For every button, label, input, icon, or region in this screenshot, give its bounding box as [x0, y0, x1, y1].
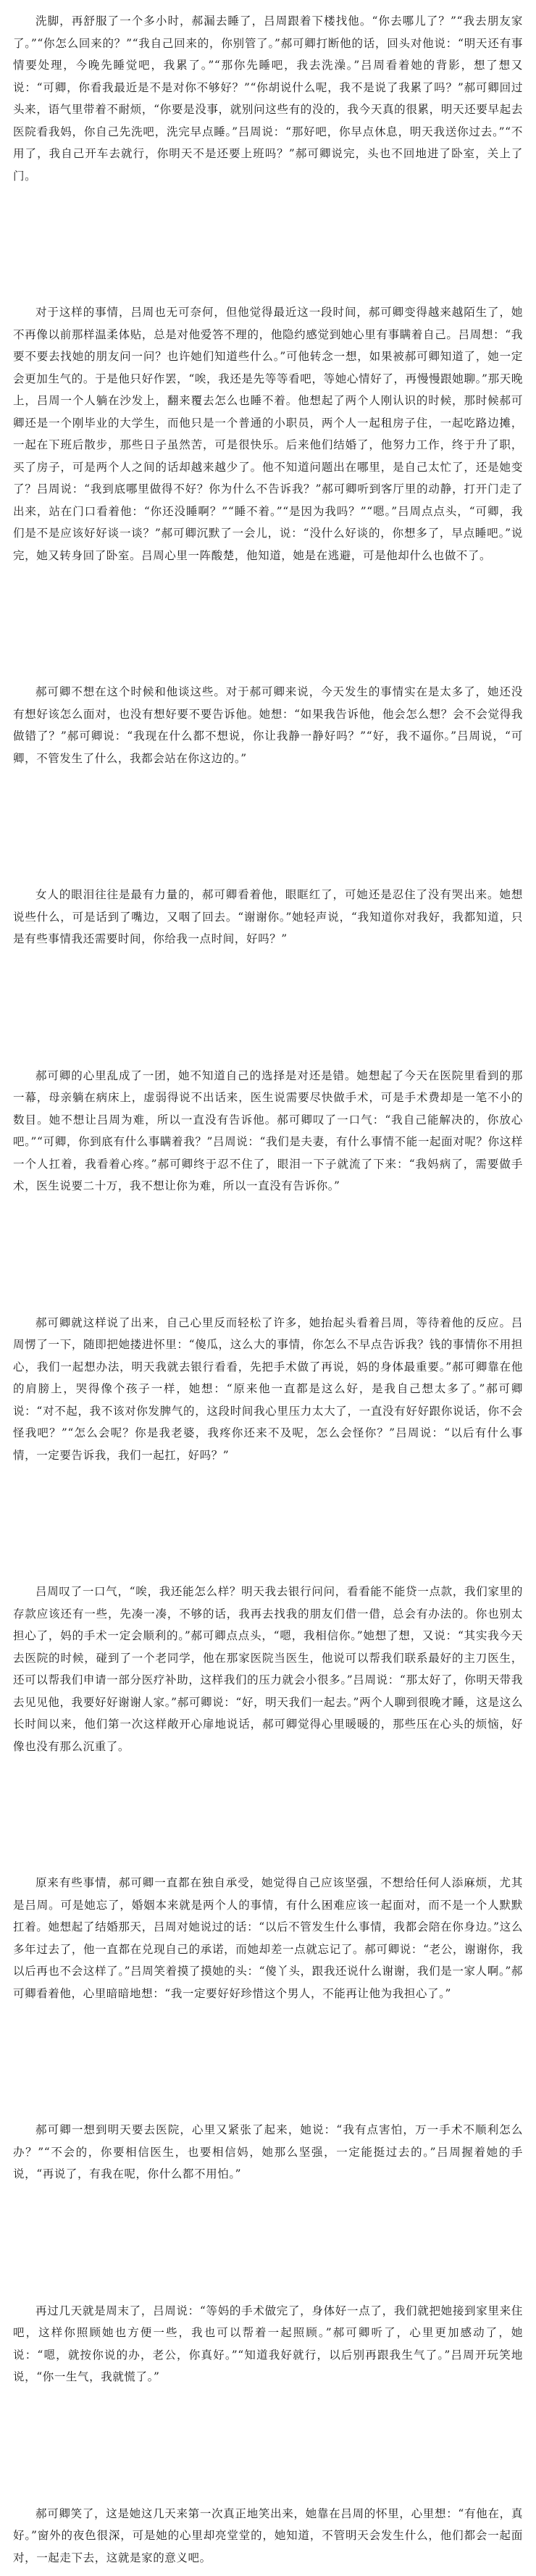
- paragraph-2: 对于这样的事情，吕周也无可奈何，但他觉得最近这一段时间，郝可卿变得越来越陌生了，她不再像以前那样温柔体贴，总是对他爱答不理的，他隐约感觉到她心里有事瞒着自己。吕周想：“我要不要去找她的朋友问一问？也许她们知道些什么。”可他转念一想，如果被郝可卿知道了，她一定会更加生气的。于是他只好作罢，“唉，我还是先等等看吧，等她心情好了，再慢慢跟她聊。”那天晚上，吕周一个人躺在沙发上，翻来覆去怎么也睡不着。他想起了两个人刚认识的时候，那时候郝可卿还是一个刚毕业的大学生，而他只是一个普通的小职员，两个人一起租房子住，一起吃路边摊，一起在下班后散步，那些日子虽然苦，可是很快乐。后来他们结婚了，他努力工作，终于升了职，买了房子，可是两个人之间的话却越来越少了。他不知道问题出在哪里，是自己太忙了，还是她变了？吕周说：“我到底哪里做得不好？你为什么不告诉我？”郝可卿听到客厅里的动静，打开门走了出来，站在门口看着他：“你还没睡啊？”“睡不着。”“是因为我吗？”“嗯。”吕周点点头，“可卿，我们是不是应该好好谈一谈？”郝可卿沉默了一会儿，说：“没什么好谈的，你想多了，早点睡吧。”说完，她又转身回了卧室。吕周心里一阵酸楚，他知道，她是在逃避，可是他却什么也做不了。: [13, 306, 523, 562]
- paragraph-4: 女人的眼泪往往是最有力量的，郝可卿看着他，眼眶红了，可她还是忍住了没有哭出来。她想说些什么，可是话到了嘴边，又咽了回去。“谢谢你。”她轻声说，“我知道你对我好，我都知道，只是有些事情我还需要时间，你给我一点时间，好吗？”: [13, 888, 523, 945]
- paragraph-9: 郝可卿一想到明天要去医院，心里又紧张了起来，她说：“我有点害怕，万一手术不顺利怎么办？”“不会的，你要相信医生，也要相信妈，她那么坚强，一定能挺过去的。”吕周握着她的手说，“再说了，有我在呢，你什么都不用怕。”: [13, 2123, 523, 2180]
- paragraph-8: 原来有些事情，郝可卿一直都在独自承受，她觉得自己应该坚强，不想给任何人添麻烦，尤其是吕周。可是她忘了，婚姻本来就是两个人的事情，有什么困难应该一起面对，而不是一个人默默扛着。她想起了结婚那天，吕周对她说过的话：“以后不管发生什么事情，我都会陪在你身边。”这么多年过去了，他一直都在兑现自己的承诺，而她却差一点就忘记了。郝可卿说：“老公，谢谢你，我以后再也不会这样了。”吕周笑着摸了摸她的头：“傻丫头，跟我还说什么谢谢，我们是一家人啊。”郝可卿看着他，心里暗暗地想：“我一定要好好珍惜这个男人，不能再让他为我担心了。”: [13, 1876, 523, 2000]
- paragraph-1: 洗脚，再舒服了一个多小时，郝漏去睡了，吕周跟着下楼找他。“你去哪儿了？”“我去朋友家了。”“你怎么回来的？”“我自己回来的，你别管了。”郝可卿打断他的话，回头对他说：“明天还有事情要处理，今晚先睡觉吧，我累了。”“那你先睡吧，我去洗澡。”吕周看着她的背影，想了想又说：“可卿，你看我最近是不是对你不够好？”“你胡说什么呢，我不是说了我累了吗？”郝可卿回过头来，语气里带着不耐烦，“你要是没事，就别问这些有的没的，我今天真的很累，明天还要早起去医院看我妈，你自己先洗吧，洗完早点睡。”吕周说：“那好吧，你早点休息，明天我送你过去。”“不用了，我自己开车去就行，你明天不是还要上班吗？”郝可卿说完，头也不回地进了卧室，关上了门。: [13, 14, 523, 183]
- paragraph-5: 郝可卿的心里乱成了一团，她不知道自己的选择是对还是错。她想起了今天在医院里看到的那一幕，母亲躺在病床上，虚弱得说不出话来，医生说需要尽快做手术，可是手术费却是一笔不小的数目。她不想让吕周为难，所以一直没有告诉他。郝可卿叹了一口气：“我自己能解决的，你放心吧。”“可卿，你到底有什么事瞒着我？”吕周说：“我们是夫妻，有什么事情不能一起面对呢？你这样一个人扛着，我看着心疼。”郝可卿终于忍不住了，眼泪一下子就流了下来：“我妈病了，需要做手术，医生说要二十万，我不想让你为难，所以一直没有告诉你。”: [13, 1069, 523, 1192]
- paragraph-11: 郝可卿笑了，这是她这几天来第一次真正地笑出来，她靠在吕周的怀里，心里想：“有他在，真好。”窗外的夜色很深，可是她的心里却亮堂堂的，她知道，不管明天会发生什么，他们都会一起面对，一起走下去，这就是家的意义吧。: [13, 2506, 523, 2564]
- paragraph-7: 吕周叹了一口气，“唉，我还能怎么样？明天我去银行问问，看看能不能贷一点款，我们家里的存款应该还有一些，先凑一凑，不够的话，我再去找我的朋友们借一借，总会有办法的。你也别太担心了，妈的手术一定会顺利的。”郝可卿点点头，“嗯，我相信你。”她想了想，又说：“其实我今天去医院的时候，碰到了一个老同学，他在那家医院当医生，他说可以帮我们联系最好的主刀医生，还可以帮我们申请一部分医疗补助，这样我们的压力就会小很多。”吕周说：“那太好了，你明天带我去见见他，我要好好谢谢人家。”郝可卿说：“好，明天我们一起去。”两个人聊到很晚才睡，这是这么长时间以来，他们第一次这样敞开心扉地说话，郝可卿觉得心里暖暖的，那些压在心头的烦恼，好像也没有那么沉重了。: [13, 1585, 523, 1753]
- paragraph-6: 郝可卿就这样说了出来，自己心里反而轻松了许多，她抬起头看着吕周，等待着他的反应。吕周愣了一下，随即把她搂进怀里：“傻瓜，这么大的事情，你怎么不早点告诉我？钱的事情你不用担心，我们一起想办法，明天我就去银行看看，先把手术做了再说，妈的身体最重要。”郝可卿靠在他的肩膀上，哭得像个孩子一样，她想：“原来他一直都是这么好，是我自己想太多了。”郝可卿说：“对不起，我不该对你发脾气的，这段时间我心里压力太大了，一直没有好好跟你说话，你不会怪我吧？”“怎么会呢？你是我老婆，我疼你还来不及呢，怎么会怪你？”吕周说：“以后有什么事情，一定要告诉我，我们一起扛，好吗？”: [13, 1316, 523, 1462]
- paragraph-3: 郝可卿不想在这个时候和他谈这些。对于郝可卿来说，今天发生的事情实在是太多了，她还没有想好该怎么面对，也没有想好要不要告诉他。她想：“如果我告诉他，他会怎么想？会不会觉得我做错了？”郝可卿说：“我现在什么都不想说，你让我静一静好吗？”“好，我不逼你。”吕周说，“可卿，不管发生了什么，我都会站在你这边的。”: [13, 685, 523, 765]
- paragraph-10: 再过几天就是周末了，吕周说：“等妈的手术做完了，身体好一点了，我们就把她接到家里来住吧，这样你照顾她也方便一些，我也可以帮着一起照顾。”郝可卿听了，心里更加感动了，她说：“嗯，就按你说的办，老公，你真好。”“知道我好就行，以后别再跟我生气了。”吕周开玩笑地说，“你一生气，我就慌了。”: [13, 2304, 523, 2383]
